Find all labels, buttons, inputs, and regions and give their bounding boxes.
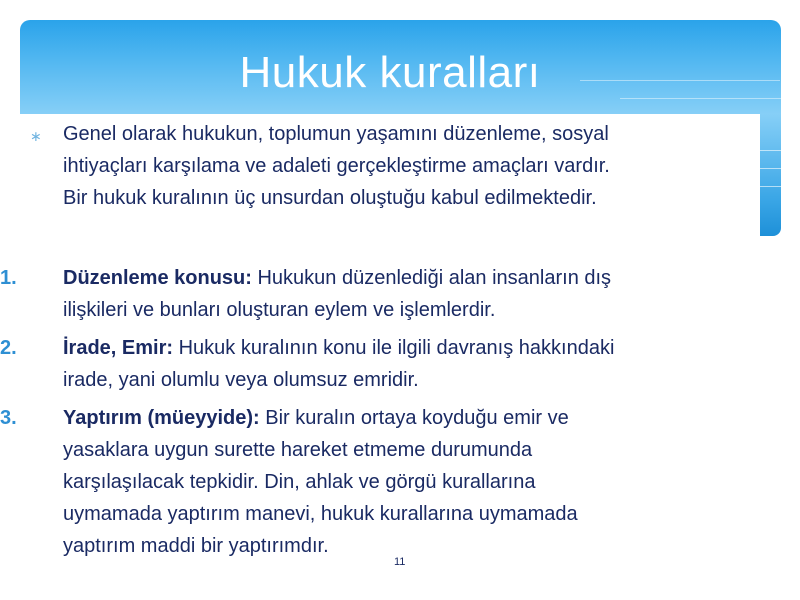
item-line: uymamada yaptırım manevi, hukuk kurallarına uymamada xyxy=(63,503,578,525)
item-line: irade, yani olumlu veya olumsuz emridir. xyxy=(63,369,419,391)
slide-title: Hukuk kuralları xyxy=(239,48,541,97)
item-line: yaptırım maddi bir yaptırımdır. xyxy=(63,535,329,557)
intro-line: ihtiyaçları karşılama ve adaleti gerçekleştirme amaçları vardır. xyxy=(63,155,610,177)
side-decoration xyxy=(760,114,781,236)
side-decoration-line xyxy=(760,150,781,151)
item-line: Hukuk kuralının konu ile ilgili davranış hakkındaki xyxy=(178,337,615,359)
item-label: İrade, Emir: xyxy=(63,337,174,359)
item-line: Bir kuralın ortaya koyduğu emir ve xyxy=(259,407,569,429)
item-label: Yaptırım (müeyyide): xyxy=(63,407,260,429)
item-line: ilişkileri ve bunları oluşturan eylem ve işlemlerdir. xyxy=(63,299,496,321)
list-number: 1. xyxy=(0,267,17,289)
intro-line: Bir hukuk kuralının üç unsurdan oluştuğu kabul edilmektedir. xyxy=(63,187,597,209)
side-decoration-line xyxy=(760,186,781,187)
list-number: 2. xyxy=(0,337,17,359)
title-banner xyxy=(20,20,781,114)
item-label: Düzenleme konusu: xyxy=(63,267,252,289)
page-number: 11 xyxy=(394,556,406,568)
list-number: 3. xyxy=(0,407,17,429)
bullet-star-icon: ∗ xyxy=(30,128,42,144)
side-decoration-line xyxy=(760,168,781,169)
item-line: karşılaşılacak tepkidir. Din, ahlak ve görgü kurallarına xyxy=(63,471,536,493)
intro-line: Genel olarak hukukun, toplumun yaşamını düzenleme, sosyal xyxy=(63,123,609,145)
item-line: yasaklara uygun surette hareket etmeme durumunda xyxy=(63,439,533,461)
item-line: Hukukun düzenlediği alan insanların dış xyxy=(257,267,612,289)
